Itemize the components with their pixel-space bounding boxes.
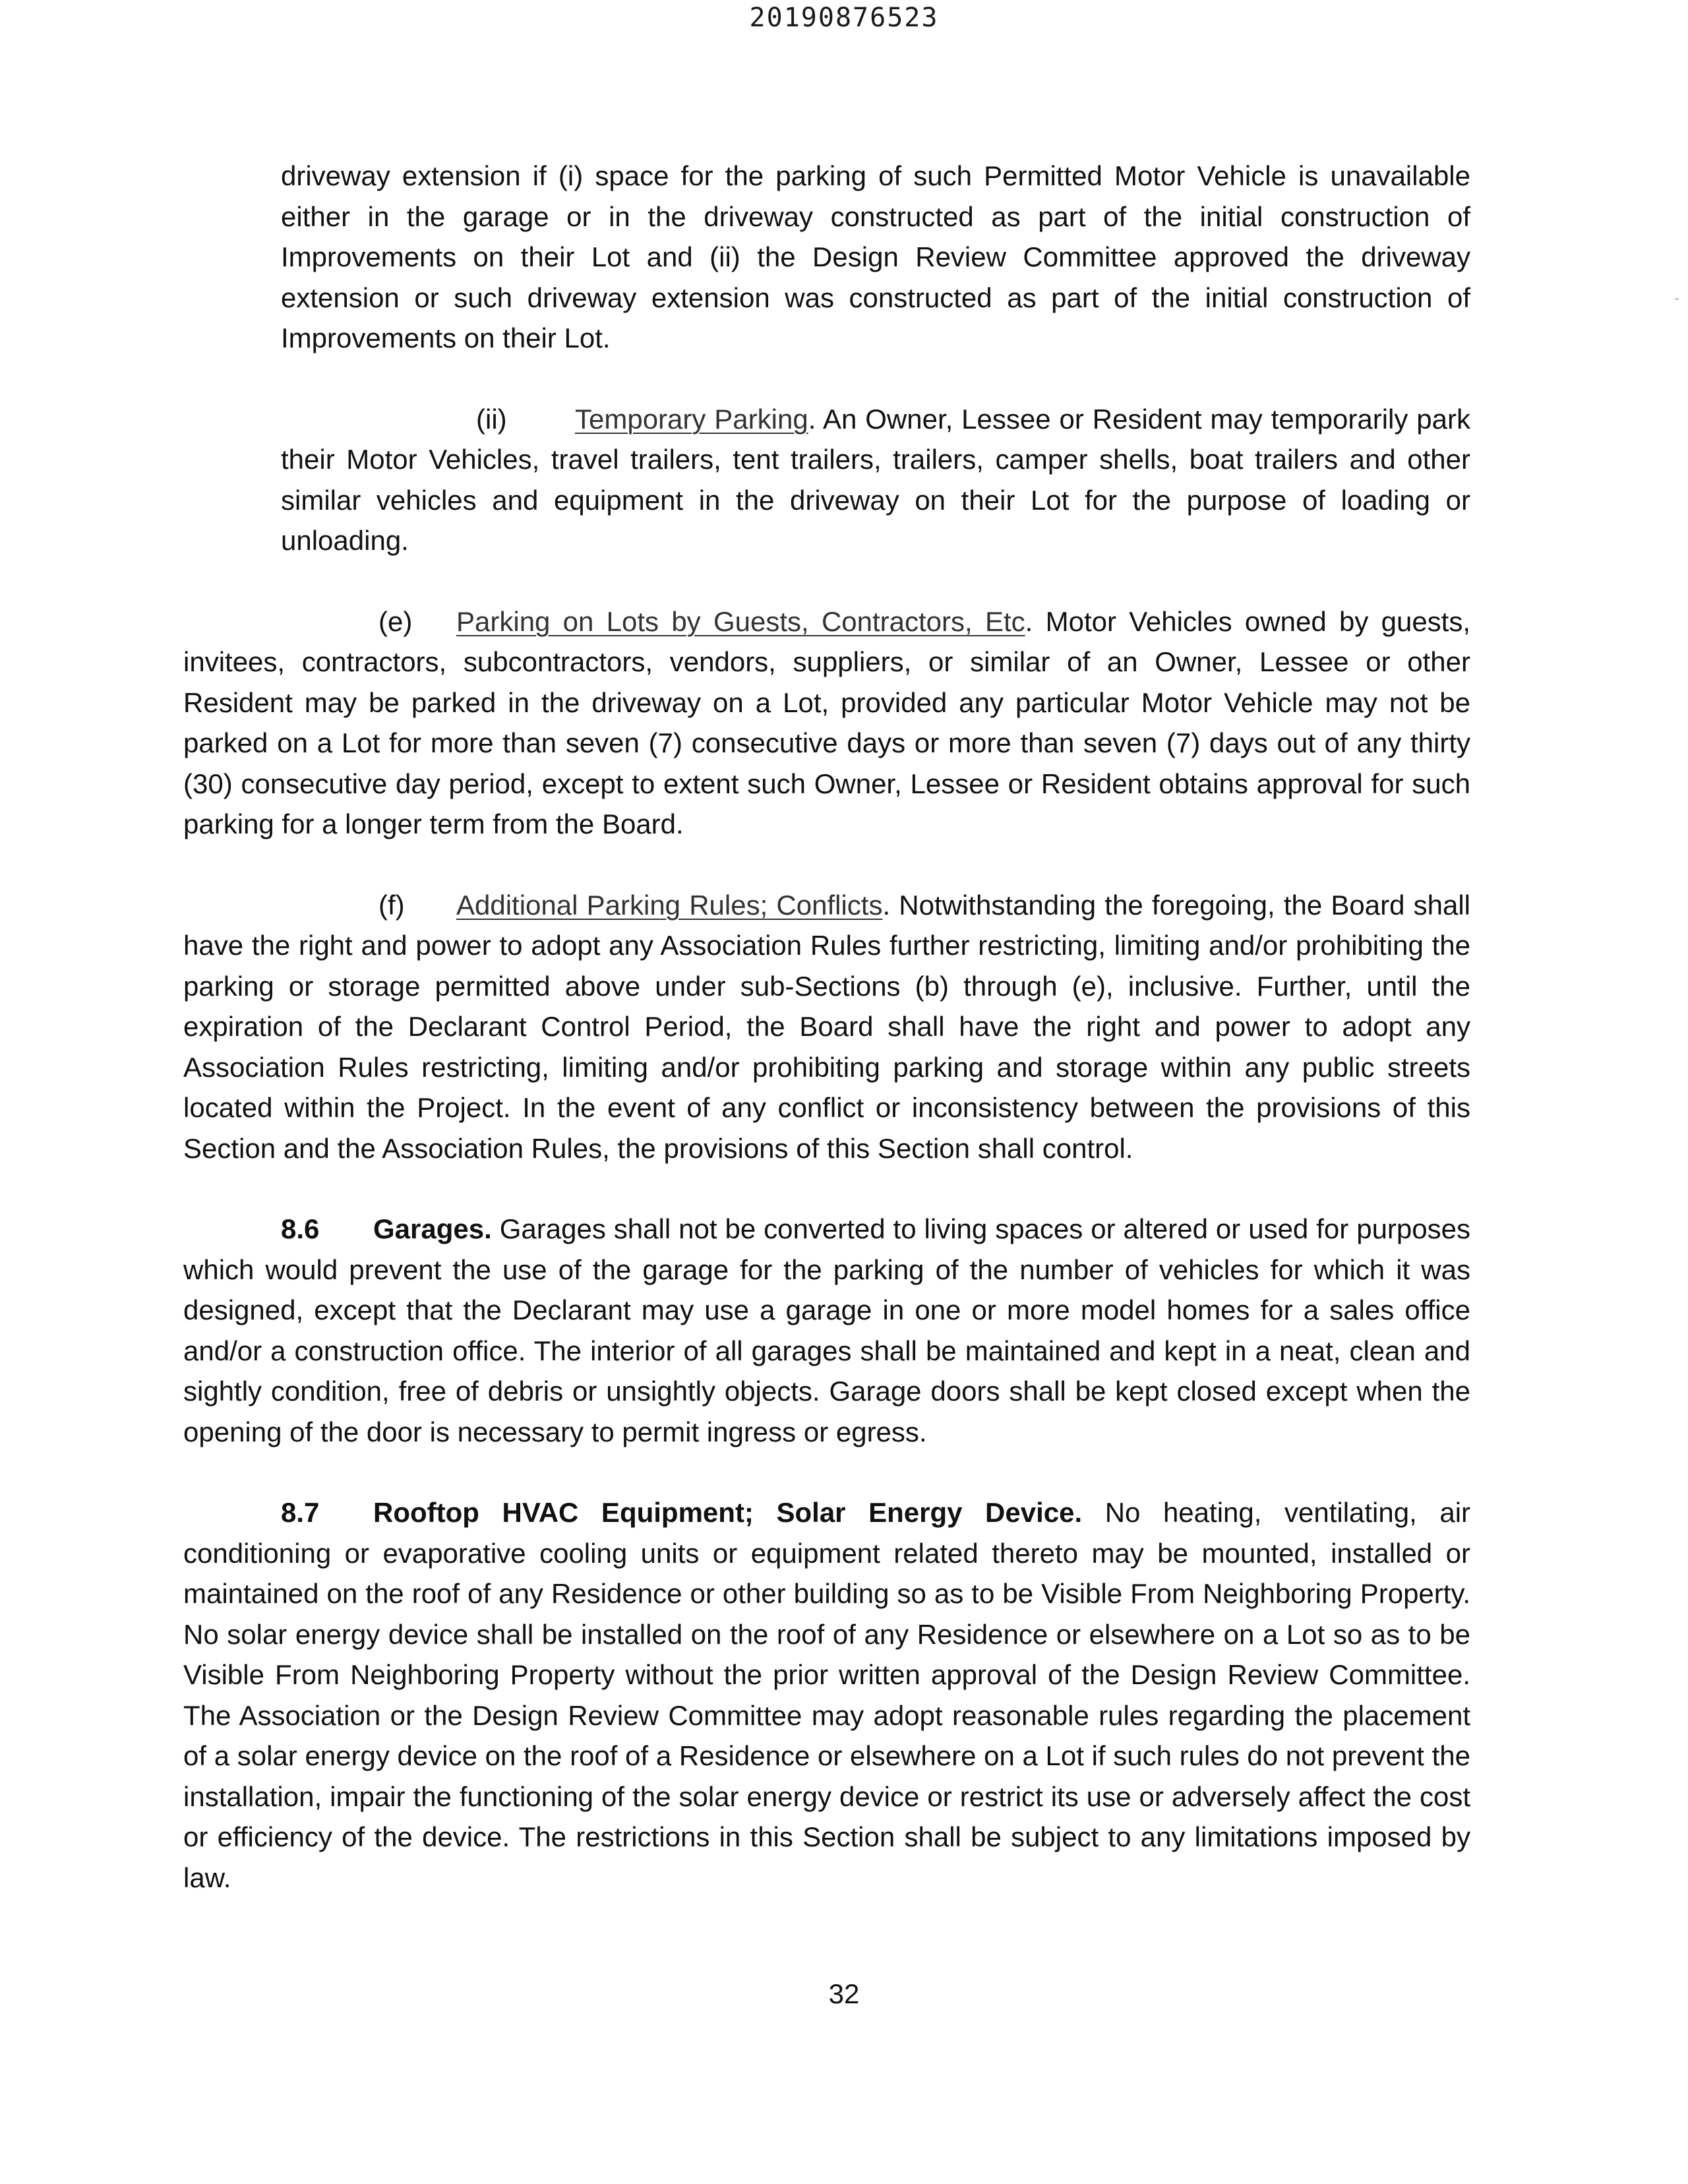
section-8-6-garages bbox=[183, 1209, 1470, 1452]
subsection-marker-e: (e) bbox=[378, 605, 413, 637]
paragraph-additional-rules bbox=[183, 885, 1470, 1169]
heading-parking-guests: Parking on Lots by Guests, Contractors, Etc bbox=[456, 605, 1025, 637]
text-garages: Garages shall not be converted to living spaces or altered or used for purposes which would prevent the use of the garage for the parking of the number of vehicles for which it was designed, except that the Declarant may use a garage in one or more model homes for a sales office and/or a construction office. The interior of all garages shall be maintained and kept in a neat, clean and sightly condition, free of debris or unsightly objects. Garage doors shall be kept closed except when the opening of the door is necessary to permit ingress or egress. bbox=[183, 1213, 1470, 1447]
text-temporary-parking: . An Owner, Lessee or Resident may temporarily park their Motor Vehicles, travel trailers, tent trailers, trailers, camper shells, boat trailers and other similar vehicles and equipment in the driveway on their Lot for the purpose of loading or unloading. bbox=[281, 403, 1470, 556]
heading-additional-rules: Additional Parking Rules; Conflicts bbox=[456, 889, 883, 921]
subsection-marker-f: (f) bbox=[378, 889, 405, 921]
subsection-marker-ii: (ii) bbox=[476, 403, 507, 435]
document-number: 20190876523 bbox=[749, 3, 939, 33]
document-body bbox=[183, 156, 1470, 1898]
section-heading-rooftop: Rooftop HVAC Equipment; Solar Energy Device. bbox=[373, 1497, 1083, 1528]
scan-speck bbox=[1675, 298, 1679, 300]
text-parking-guests: . Motor Vehicles owned by guests, invitees, contractors, subcontractors, vendors, suppliers, or similar of an Owner, Lessee or other Resident may be parked in the driveway on a Lot, provided any particular Motor Vehicle may not be parked on a Lot for more than seven (7) consecutive days or more than seven (7) days out of any thirty (30) consecutive day period, except to extent such Owner, Lessee or Resident obtains approval for such parking for a longer term from the Board. bbox=[183, 605, 1471, 839]
text-additional-rules: . Notwithstanding the foregoing, the Board shall have the right and power to adopt any Association Rules further restricting, limiting and/or prohibiting the parking or storage permitted above under sub-Sections (b) through (e), inclusive. Further, until the expiration of the Declarant Control Period, the Board shall have the right and power to adopt any Association Rules restricting, limiting and/or prohibiting parking and storage within any public streets located within the Project. In the event of any conflict or inconsistency between the provisions of this Section and the Association Rules, the provisions of this Section shall control. bbox=[183, 889, 1470, 1164]
page-number: 32 bbox=[828, 1978, 860, 2009]
section-number-8-6: 8.6 bbox=[281, 1213, 320, 1244]
paragraph-continuation: driveway extension if (i) space for the parking of such Permitted Motor Vehicle is unavailable either in the garage or in the driveway constructed as part of the initial construction of Improvements on their Lot and (ii) the Design Review Committee approved the driveway extension or such driveway extension was constructed as part of the initial construction of Improvements on their Lot. bbox=[281, 160, 1470, 353]
text-rooftop: No heating, ventilating, air conditioning or evaporative cooling units or equipment related thereto may be mounted, installed or maintained on the roof of any Residence or other building so as to be Visible From Neighboring Property. No solar energy device shall be installed on the roof of any Residence or elsewhere on a Lot so as to be Visible From Neighboring Property without the prior written approval of the Design Review Committee. The Association or the Design Review Committee may adopt reasonable rules regarding the placement of a solar energy device on the roof of a Residence or elsewhere on a Lot if such rules do not prevent the installation, impair the functioning of the solar energy device or restrict its use or adversely affect the cost or efficiency of the device. The restrictions in this Section shall be subject to any limitations imposed by law. bbox=[183, 1497, 1471, 1893]
section-heading-garages: Garages. bbox=[373, 1213, 492, 1244]
paragraph-parking-guests bbox=[183, 601, 1470, 845]
section-number-8-7: 8.7 bbox=[281, 1497, 320, 1528]
heading-temporary-parking: Temporary Parking bbox=[575, 403, 808, 435]
paragraph-temporary-parking bbox=[281, 399, 1470, 561]
section-8-7-rooftop bbox=[183, 1492, 1470, 1898]
